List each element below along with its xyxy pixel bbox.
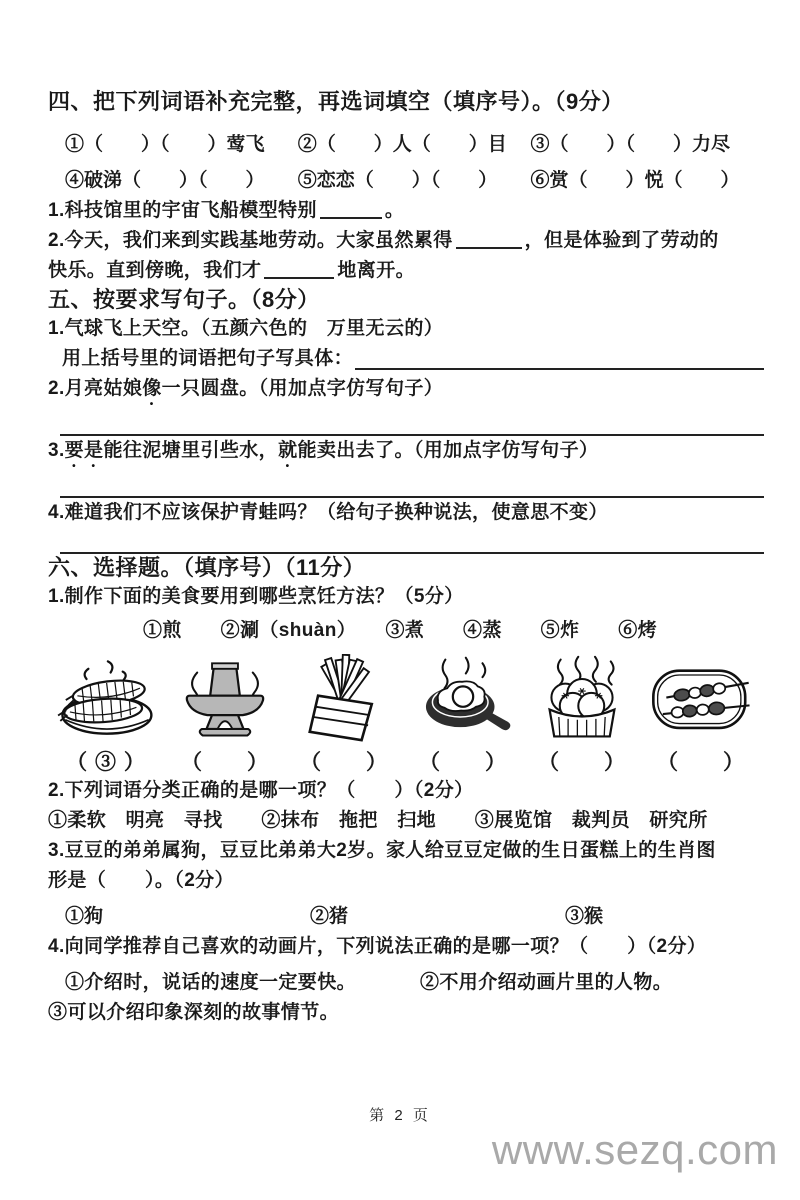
- idiom-4: ④破涕（ ）（ ）: [65, 170, 265, 191]
- option-2: ②不用介绍动画片里的人物。: [420, 972, 673, 993]
- q3-post: 能卖出去了。（用加点字仿写句子）: [297, 440, 599, 461]
- food-answer-2: （ ）: [181, 751, 269, 774]
- q1-text: 1.科技馆里的宇宙飞船模型特别: [48, 200, 317, 221]
- worksheet-content: [48, 88, 764, 1028]
- fill-blank: [264, 257, 334, 279]
- steamed-buns-icon: [530, 654, 634, 742]
- q2-text-4: 地离开。: [337, 260, 416, 281]
- q1-period: 。: [384, 200, 405, 221]
- food-answer-5: （ ）: [538, 751, 626, 774]
- food-answer-3: （ ）: [300, 751, 388, 774]
- q3-num: 3.: [48, 440, 65, 461]
- q2-text-1: 2.今天，我们来到实践基地劳动。大家虽然累得: [48, 230, 453, 251]
- idiom-5: ⑤恋恋（ ）（ ）: [297, 170, 498, 191]
- food-answer-6: （ ）: [657, 751, 745, 774]
- section5-q3: [48, 436, 764, 472]
- section5-q2: [48, 374, 764, 410]
- idiom-2: ②（ ）人（ ）目: [297, 134, 507, 155]
- food-answer-4: （ ）: [419, 751, 507, 774]
- food-answer-1: （ ③ ）: [66, 751, 146, 774]
- fill-blank: [320, 197, 382, 219]
- section6-q1: 1.制作下面的美食要用到哪些烹饪方法？（5分）: [48, 586, 464, 607]
- food-item-skewers: [649, 654, 753, 776]
- section6-q3-line2: 形是（ ）。（2分）: [48, 870, 234, 891]
- section4-q2-line1: [48, 226, 764, 256]
- corn-on-plate-icon: [54, 654, 158, 742]
- section6-q4-option-3: ③可以介绍印象深刻的故事情节。: [48, 1002, 340, 1023]
- fried-egg-pan-icon: [411, 654, 515, 742]
- answer-rule: [355, 368, 764, 370]
- option-pig: ②猪: [310, 906, 349, 927]
- section5-title: 五、按要求写句子。（8分）: [48, 287, 320, 312]
- fill-blank: [456, 227, 522, 249]
- french-fries-icon: [292, 654, 396, 742]
- food-item-corn: [54, 654, 158, 776]
- idiom-row-2: [65, 166, 764, 196]
- idiom-3: ③（ ）（ ）力尽: [530, 134, 731, 155]
- section5-q4: 4.难道我们不应该保护青蛙吗？（给句子换种说法，使意思不变）: [48, 502, 608, 523]
- q2-text-3: 快乐。直到傍晚，我们才: [48, 260, 262, 281]
- food-illustrations-row: [54, 654, 764, 776]
- option-dog: ①狗: [65, 906, 104, 927]
- section4-q2-line2: [48, 256, 764, 286]
- section4-title: 四、把下列词语补充完整，再选词填空（填序号）。（9分）: [48, 89, 624, 114]
- food-item-hotpot: [173, 654, 277, 776]
- idiom-6: ⑥赏（ ）悦（ ）: [530, 170, 740, 191]
- section6-q3-line1: 3.豆豆的弟弟属狗，豆豆比弟弟大2岁。家人给豆豆定做的生日蛋糕上的生肖图: [48, 840, 716, 861]
- option-monkey: ③猴: [565, 906, 604, 927]
- q2-post: 一只圆盘。（用加点字仿写句子）: [161, 378, 444, 399]
- q2-text-2: ，但是体验到了劳动的: [524, 230, 719, 251]
- dotted-word: 要是: [64, 440, 104, 461]
- idiom-row-1: [65, 130, 764, 160]
- section4-q1: [48, 196, 764, 226]
- watermark: www.sezq.com: [491, 1126, 778, 1173]
- food-item-steamed-buns: [530, 654, 634, 776]
- page-number: 第 2 页: [369, 1107, 431, 1124]
- cooking-method-options: ①煎 ②涮（shuàn） ③煮 ④蒸 ⑤炸 ⑥烤: [143, 620, 658, 641]
- section6-q2-options: ①柔软 明亮 寻找 ②抹布 拖把 扫地 ③展览馆 裁判员 研究所: [48, 810, 708, 831]
- section6-q4-options-row: [65, 968, 764, 998]
- section6-q3-options: [65, 902, 764, 932]
- prompt-text: 用上括号里的词语把句子写具体：: [62, 348, 354, 369]
- q2-pre: 2.月亮姑娘: [48, 378, 143, 399]
- section5-q1-prompt-line: [62, 344, 764, 374]
- dotted-word: 像: [142, 378, 162, 399]
- q3-mid: 能往泥塘里引些水，: [103, 440, 279, 461]
- option-1: ①介绍时，说话的速度一定要快。: [65, 972, 357, 993]
- section6-q2: 2.下列词语分类正确的是哪一项？（ ）（2分）: [48, 780, 474, 801]
- food-item-fries: [292, 654, 396, 776]
- skewers-on-plate-icon: [649, 654, 753, 742]
- idiom-1: ①（ ）（ ）莺飞: [65, 134, 265, 155]
- hotpot-icon: [173, 654, 277, 742]
- food-item-fried-egg: [411, 654, 515, 776]
- dotted-word: 就: [278, 440, 298, 461]
- section6-title: 六、选择题。（填序号）（11分）: [48, 555, 366, 580]
- section5-q1: 1.气球飞上天空。（五颜六色的 万里无云的）: [48, 318, 444, 339]
- section6-q4: 4.向同学推荐自己喜欢的动画片，下列说法正确的是哪一项？（ ）（2分）: [48, 936, 707, 957]
